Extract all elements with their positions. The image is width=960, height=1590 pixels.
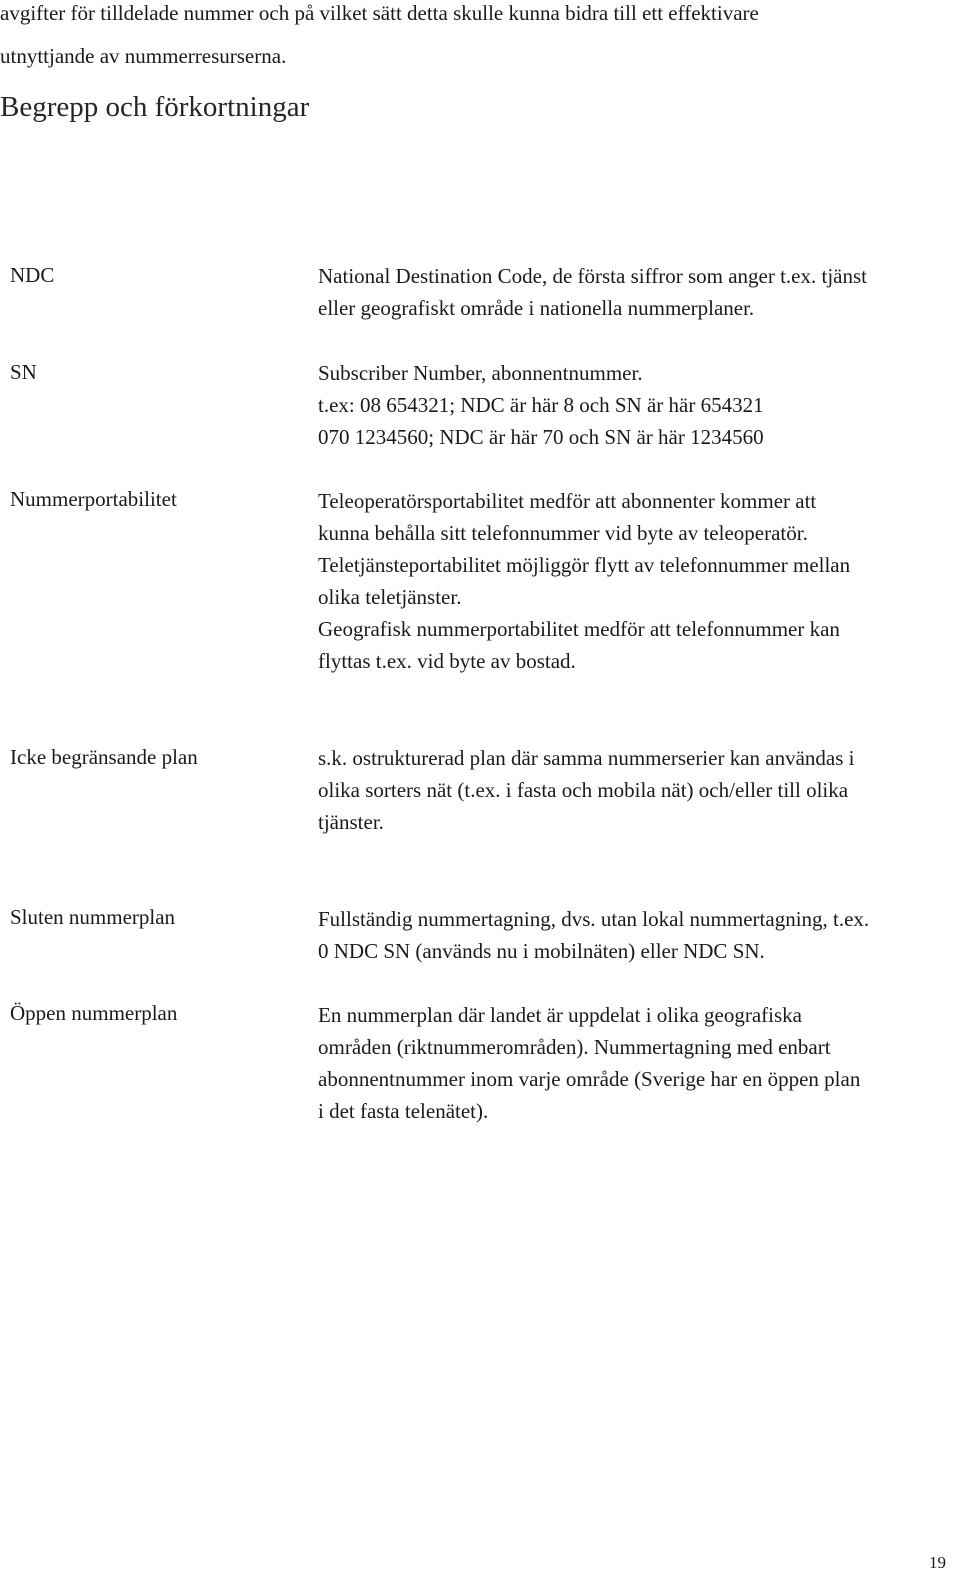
definition-line: i det fasta telenätet).	[318, 1099, 489, 1123]
definition-line: olika teletjänster.	[318, 585, 462, 609]
definition-line: Geografisk nummerportabilitet medför att telefonnummer kan	[318, 617, 840, 641]
definition-line: En nummerplan där landet är uppdelat i olika geografiska	[318, 1003, 802, 1027]
definition-line: Fullständig nummertagning, dvs. utan lokal nummertagning, t.ex.	[318, 907, 870, 931]
definition-line: olika sorters nät (t.ex. i fasta och mobila nät) och/eller till olika	[318, 778, 849, 802]
glossary-definition	[318, 260, 954, 324]
definition-line: Teleoperatörsportabilitet medför att abonnenter kommer att	[318, 489, 817, 513]
glossary-term: Sluten nummerplan	[10, 905, 176, 929]
definition-line: Subscriber Number, abonnentnummer.	[318, 361, 643, 385]
definition-line: flyttas t.ex. vid byte av bostad.	[318, 649, 576, 673]
page-number: 19	[929, 1553, 946, 1572]
glossary-term: Icke begränsande plan	[10, 745, 198, 769]
definition-line: t.ex: 08 654321; NDC är här 8 och SN är här 654321	[318, 393, 764, 417]
definition-line: Teletjänsteportabilitet möjliggör flytt av telefonnummer mellan	[318, 553, 851, 577]
glossary-definition	[318, 485, 954, 677]
definition-line: National Destination Code, de första siffror som anger t.ex. tjänst	[318, 264, 867, 288]
definition-line: s.k. ostrukturerad plan där samma nummerserier kan användas i	[318, 746, 855, 770]
glossary-definition	[318, 999, 954, 1127]
definition-line: eller geografiskt område i nationella nummerplaner.	[318, 296, 755, 320]
intro-line-2: utnyttjande av nummerresurserna.	[0, 44, 287, 68]
glossary-term: SN	[10, 360, 37, 384]
definition-line: tjänster.	[318, 810, 384, 834]
glossary-definition	[318, 903, 954, 967]
glossary-definition	[318, 742, 954, 838]
definition-line: 070 1234560; NDC är här 70 och SN är här 1234560	[318, 425, 764, 449]
glossary-term: NDC	[10, 263, 55, 287]
definition-line: områden (riktnummerområden). Nummertagning med enbart	[318, 1035, 831, 1059]
glossary-term: Nummerportabilitet	[10, 487, 177, 511]
definition-line: abonnentnummer inom varje område (Sverige har en öppen plan	[318, 1067, 861, 1091]
intro-line-1: avgifter för tilldelade nummer och på vilket sätt detta skulle kunna bidra till ett effektivare	[0, 1, 759, 25]
glossary-term: Öppen nummerplan	[10, 1001, 178, 1025]
section-title: Begrepp och förkortningar	[0, 91, 310, 123]
glossary-definition	[318, 357, 954, 453]
definition-line: kunna behålla sitt telefonnummer vid byte av teleoperatör.	[318, 521, 808, 545]
definition-line: 0 NDC SN (används nu i mobilnäten) eller NDC SN.	[318, 939, 765, 963]
